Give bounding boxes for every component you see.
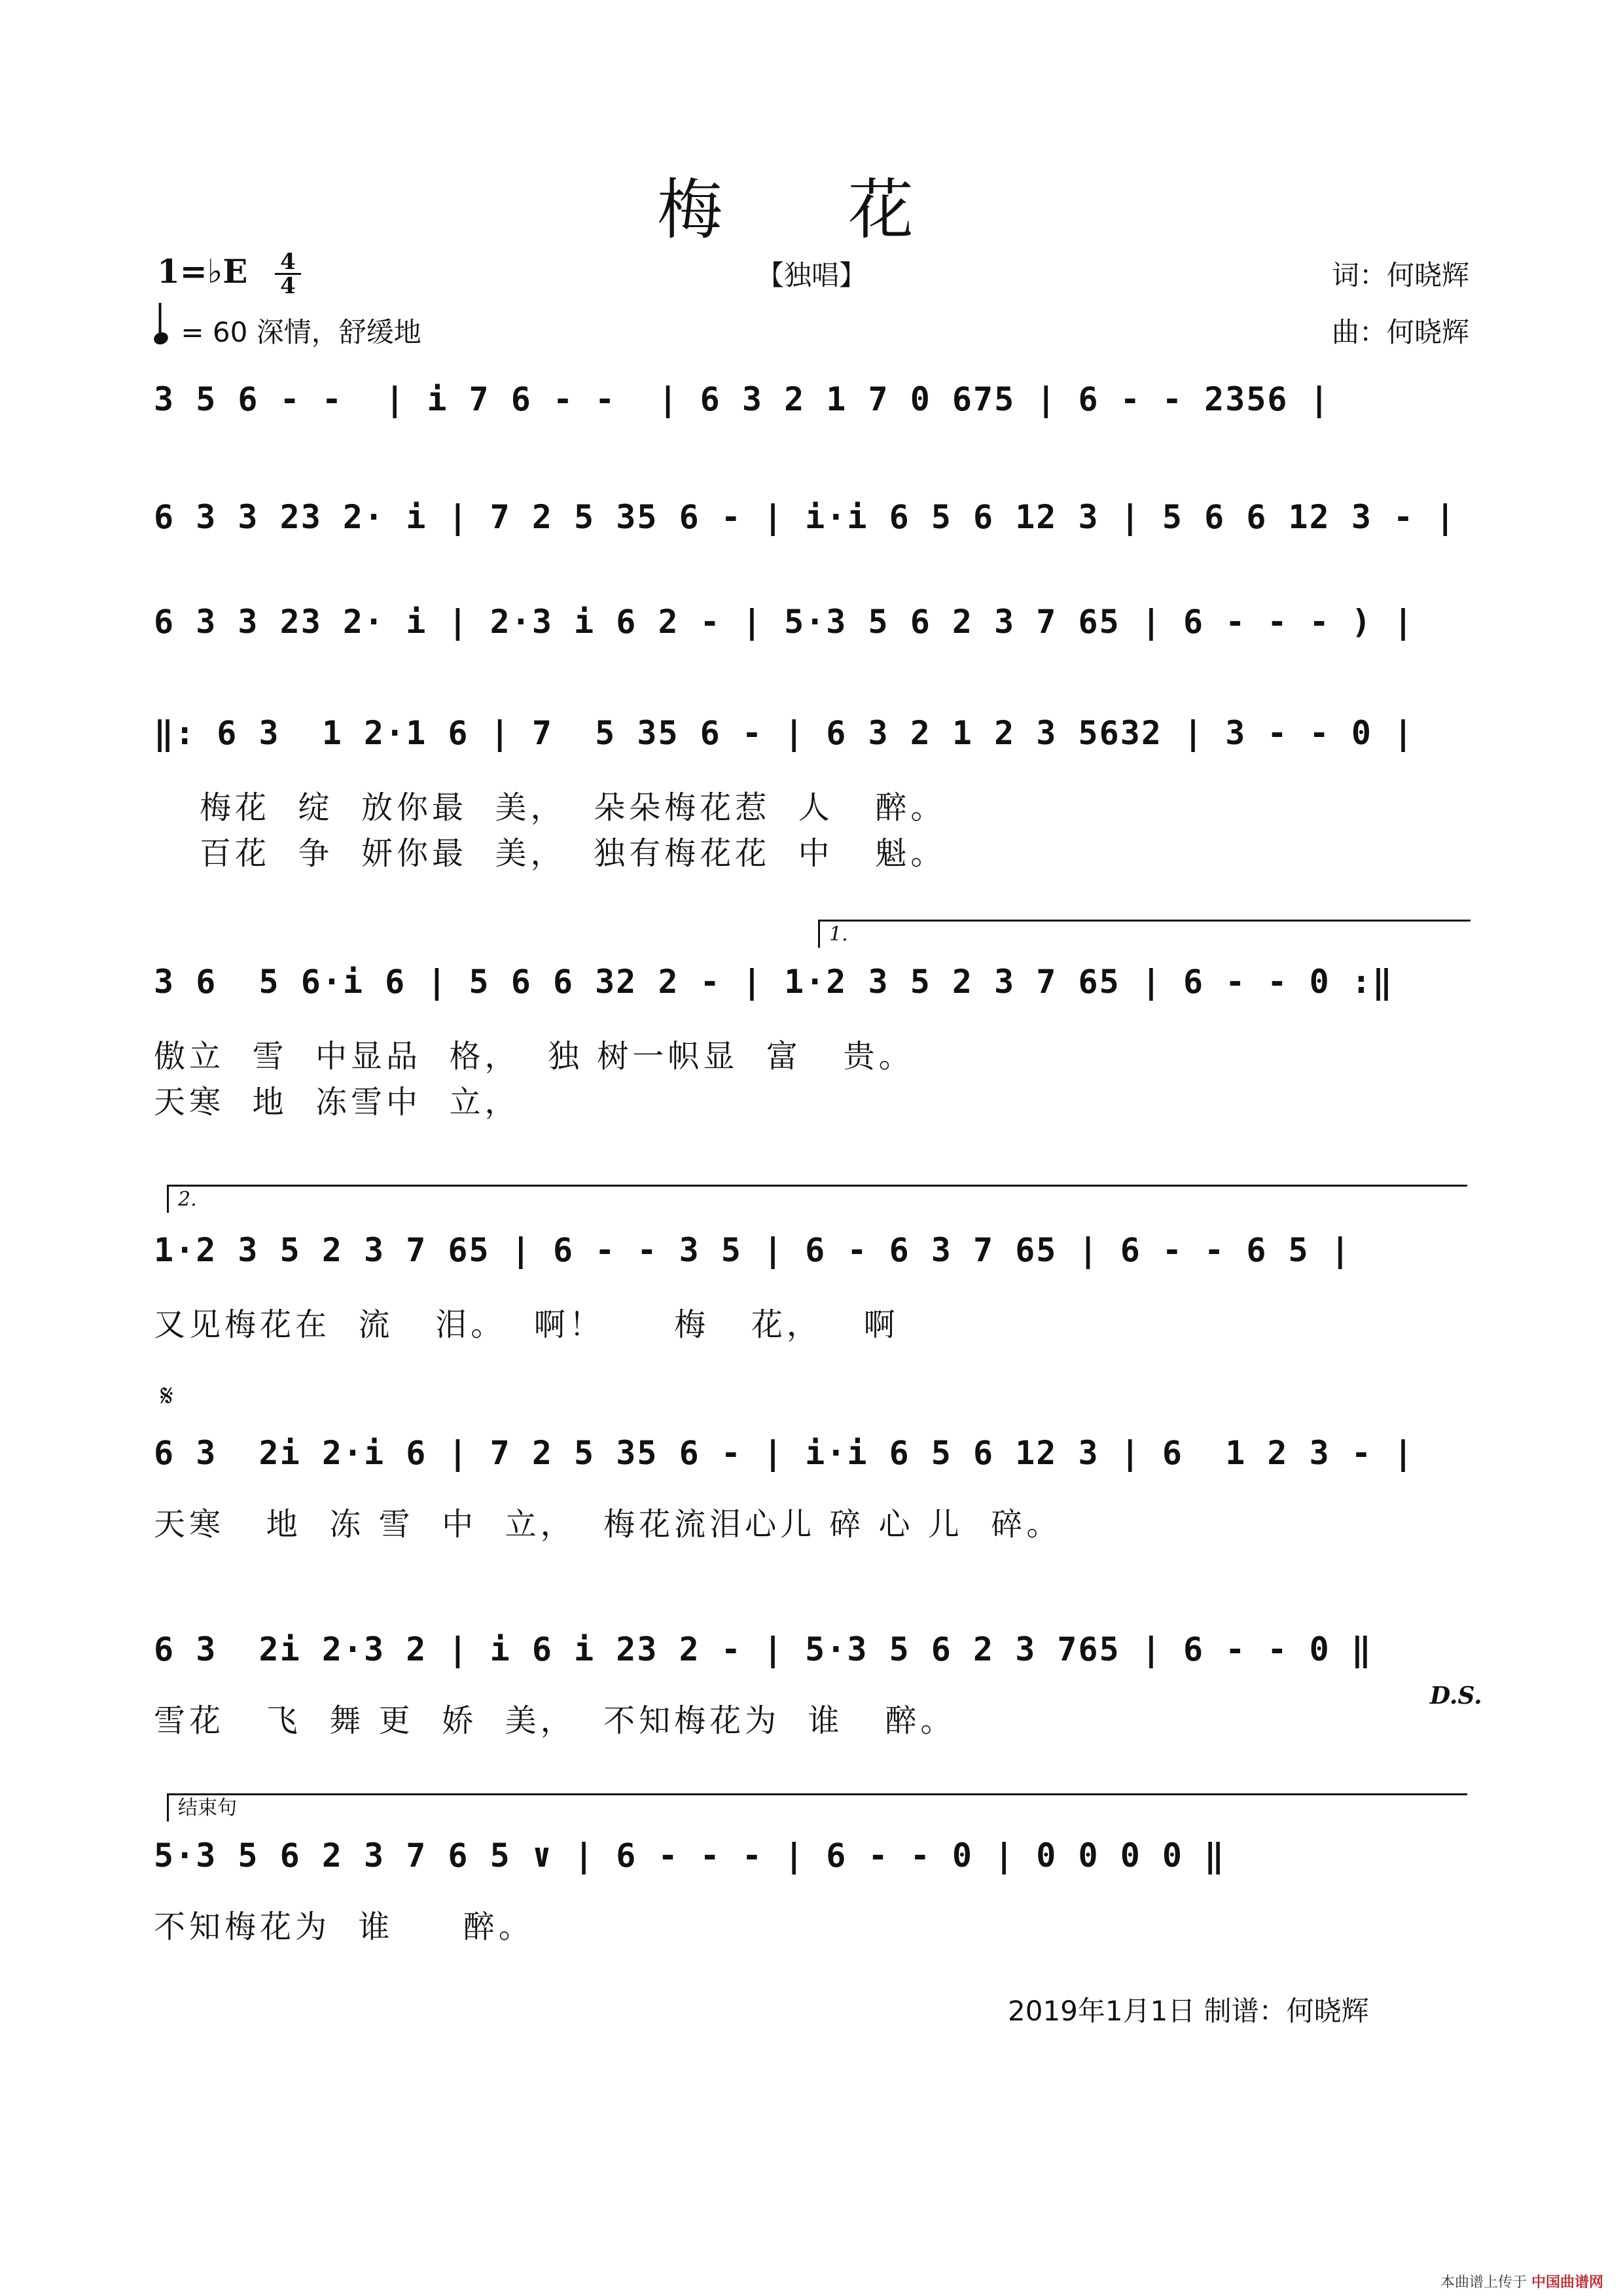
time-signature-top: 4 [280, 249, 296, 275]
upload-footer [1440, 2271, 1603, 2291]
time-signature-bottom: 4 [280, 273, 296, 299]
page-title: 梅 花 [657, 171, 966, 248]
date-and-arranger: 2019年1月1日 制谱：何晓辉 [1008, 1995, 1369, 2027]
volta-2-bracket: 2. [167, 1185, 1467, 1213]
site-brand: 中国曲谱网 [1531, 2274, 1603, 2291]
notation-line [154, 1623, 1469, 1676]
key-signature: 1=♭E [157, 252, 248, 291]
lyric-verse-1: 梅花 绽 放你最 美， 朵朵梅花惹 人 醉。 [200, 789, 946, 826]
lyric-line: 雪花 飞 舞 更 娇 美， 不知梅花为 谁 醉。 [154, 1702, 956, 1739]
lyric-line: 不知梅花为 谁 醉。 [154, 1909, 534, 1945]
notation-line [154, 596, 1469, 648]
lyric-verse-2: 百花 争 妍你最 美， 独有梅花花 中 魁。 [200, 835, 946, 872]
notation-line [154, 956, 1469, 1008]
notation-text: 1·2 3 5 2 3 7 65 | 6 - - 3 5 | 6 - 6 3 7 65 | 6 - - 6 5 | [154, 1231, 1351, 1269]
notation-line [154, 1427, 1469, 1479]
notation-line [154, 1224, 1469, 1276]
notation-text: 6 3 3 23 2· i | 7 2 5 35 6 - | i·i 6 5 6 12 3 | 5 6 6 12 3 - | [154, 498, 1457, 536]
notation-text: 3 5 6 - - | i 7 6 - - | 6 3 2 1 7 0 675 | 6 - - 2356 | [154, 380, 1330, 418]
upload-note: 本曲谱上传于 [1440, 2274, 1527, 2291]
performance-type: 【独唱】 [756, 259, 866, 291]
notation-line [154, 1829, 1469, 1882]
composer-credit: 曲：何晓辉 [1331, 316, 1469, 348]
notation-text: 6 3 2i 2·i 6 | 7 2 5 35 6 - | i·i 6 5 6 12 3 | 6 1 2 3 - | [154, 1434, 1415, 1472]
volta-1-bracket: 1. [818, 920, 1471, 948]
notation-text: ‖: 6 3 1 2·1 6 | 7 5 35 6 - | 6 3 2 1 2 3 5632 | 3 - - 0 | [154, 714, 1415, 752]
notation-line [154, 373, 1469, 425]
lyricist-credit: 词：何晓辉 [1331, 259, 1469, 291]
notation-line [154, 491, 1469, 543]
notation-text: 6 3 3 23 2· i | 2·3 i 6 2 - | 5·3 5 6 2 3 7 65 | 6 - - - ) | [154, 603, 1415, 641]
notation-text: 5·3 5 6 2 3 7 6 5 ∨ | 6 - - - | 6 - - 0 | 0 0 0 0 ‖ [154, 1837, 1226, 1874]
coda-bracket: 结束句 [167, 1793, 1467, 1821]
tempo-text: = 60 深情，舒缓地 [181, 316, 421, 348]
notation-text: 3 6 5 6·i 6 | 5 6 6 32 2 - | 1·2 3 5 2 3 7 65 | 6 - - 0 :‖ [154, 963, 1394, 1001]
tempo-marking [154, 311, 421, 350]
lyric-line: 又见梅花在 流 泪。 啊！ 梅 花， 啊 [154, 1306, 899, 1343]
lyric-verse-1: 傲立 雪 中显品 格， 独 树一帜显 富 贵。 [154, 1038, 914, 1075]
lyric-line: 天寒 地 冻 雪 中 立， 梅花流泪心儿 碎 心 儿 碎。 [154, 1506, 1062, 1543]
notation-text: 6 3 2i 2·3 2 | i 6 i 23 2 - | 5·3 5 6 2 3 765 | 6 - - 0 ‖ [154, 1630, 1372, 1668]
dal-segno-marking: D.S. [1430, 1682, 1482, 1710]
notation-line [154, 707, 1469, 759]
segno-sign: 𝄋 [160, 1378, 173, 1413]
quarter-note-icon [152, 331, 170, 346]
lyric-verse-2: 天寒 地 冻雪中 立， [154, 1084, 520, 1121]
